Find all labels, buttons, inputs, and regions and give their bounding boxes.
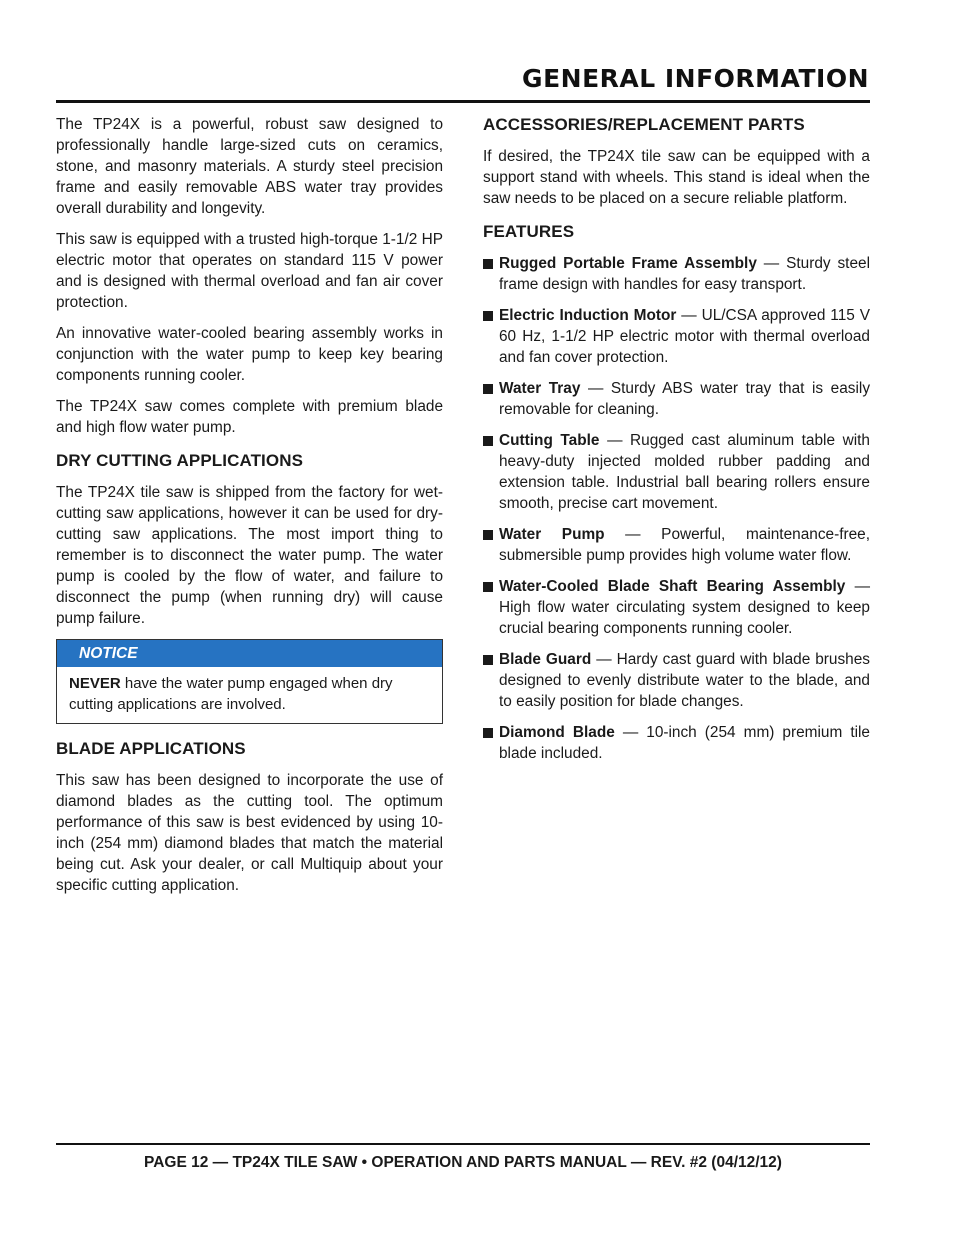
dry-cutting-heading: DRY CUTTING APPLICATIONS [56,451,304,470]
features-list [483,253,870,764]
feature-name: Diamond Blade [499,724,615,741]
feature-item [483,524,870,566]
accessories-heading: ACCESSORIES/REPLACEMENT PARTS [483,115,805,134]
features-heading: FEATURES [483,222,575,241]
square-bullet-icon [483,530,493,540]
feature-text: — Sturdy steel frame design with handles for easy transport. [499,255,870,293]
square-bullet-icon [483,259,493,269]
feature-text: — Rugged cast aluminum table with heavy-duty injected molded rubber padding and extension table. Industrial ball bearing rollers ensure smooth, precise cart movement. [499,432,870,512]
right-column [483,114,870,774]
header-rule [56,100,870,103]
blade-applications-heading: BLADE APPLICATIONS [56,739,246,758]
feature-name: Water-Cooled Blade Shaft Bearing Assembly [499,578,846,595]
notice-label: NOTICE [57,640,442,667]
square-bullet-icon [483,436,493,446]
feature-name: Blade Guard [499,651,592,668]
feature-text: — High flow water circulating system designed to keep crucial bearing components running cooler. [499,578,870,637]
blade-applications-paragraph: This saw has been designed to incorporate the use of diamond blades as the cutting tool. The optimum performance of this saw is best evidenced by using 10-inch (254 mm) diamond blades that match the material being cut. Ask your dealer, or call Multiquip about your specific cutting application. [56,772,443,894]
intro-paragraph: The TP24X is a powerful, robust saw designed to professionally handle large-sized cuts on ceramics, stone, and masonry materials. A sturdy steel precision frame and easily removable ABS water tray provides overall durability and longevity. [56,116,443,217]
notice-body [57,667,442,723]
page-title: GENERAL INFORMATION [522,64,869,93]
feature-name: Rugged Portable Frame Assembly [499,255,757,272]
accessories-paragraph: If desired, the TP24X tile saw can be equipped with a support stand with wheels. This stand is ideal when the saw needs to be placed on a secure reliable platform. [483,148,870,207]
intro-paragraph: This saw is equipped with a trusted high-torque 1-1/2 HP electric motor that operates on standard 115 V power and is designed with thermal overload and fan air cover protection. [56,231,443,311]
feature-text: — UL/CSA approved 115 V 60 Hz, 1-1/2 HP electric motor with thermal overload and fan cover protection. [499,307,870,366]
square-bullet-icon [483,311,493,321]
feature-name: Water Pump [499,526,605,543]
notice-strong: NEVER [69,675,121,692]
feature-item [483,430,870,514]
square-bullet-icon [483,728,493,738]
feature-name: Cutting Table [499,432,600,449]
left-column [56,114,443,906]
square-bullet-icon [483,655,493,665]
feature-item [483,722,870,764]
page-footer: PAGE 12 — TP24X TILE SAW • OPERATION AND PARTS MANUAL — REV. #2 (04/12/12) [144,1154,782,1171]
feature-text: — 10-inch (254 mm) premium tile blade included. [499,724,870,762]
feature-item [483,378,870,420]
intro-paragraph: An innovative water-cooled bearing assembly works in conjunction with the water pump to keep key bearing components running cooler. [56,325,443,384]
feature-text: — Hardy cast guard with blade brushes designed to evenly distribute water to the blade, and to easily position for blade changes. [499,651,870,710]
notice-box [56,639,443,724]
square-bullet-icon [483,582,493,592]
feature-item [483,305,870,368]
feature-item [483,649,870,712]
feature-item [483,253,870,295]
square-bullet-icon [483,384,493,394]
feature-text: — Sturdy ABS water tray that is easily removable for cleaning. [499,380,871,418]
notice-text: have the water pump engaged when dry cutting applications are involved. [69,675,393,713]
intro-paragraph: The TP24X saw comes complete with premium blade and high flow water pump. [56,398,443,436]
feature-text: — Powerful, maintenance-free, submersible pump provides high volume water flow. [499,526,870,564]
feature-item [483,576,870,639]
feature-name: Water Tray [499,380,581,397]
dry-cutting-paragraph: The TP24X tile saw is shipped from the factory for wet-cutting saw applications, however it can be used for dry-cutting saw applications. The most import thing to remember is to disconnect the water pump. The water pump is cooled by the flow of water, and failure to disconnect the pump (when running dry) will cause pump failure. [56,484,443,627]
feature-name: Electric Induction Motor [499,307,677,324]
footer-rule [56,1143,870,1145]
